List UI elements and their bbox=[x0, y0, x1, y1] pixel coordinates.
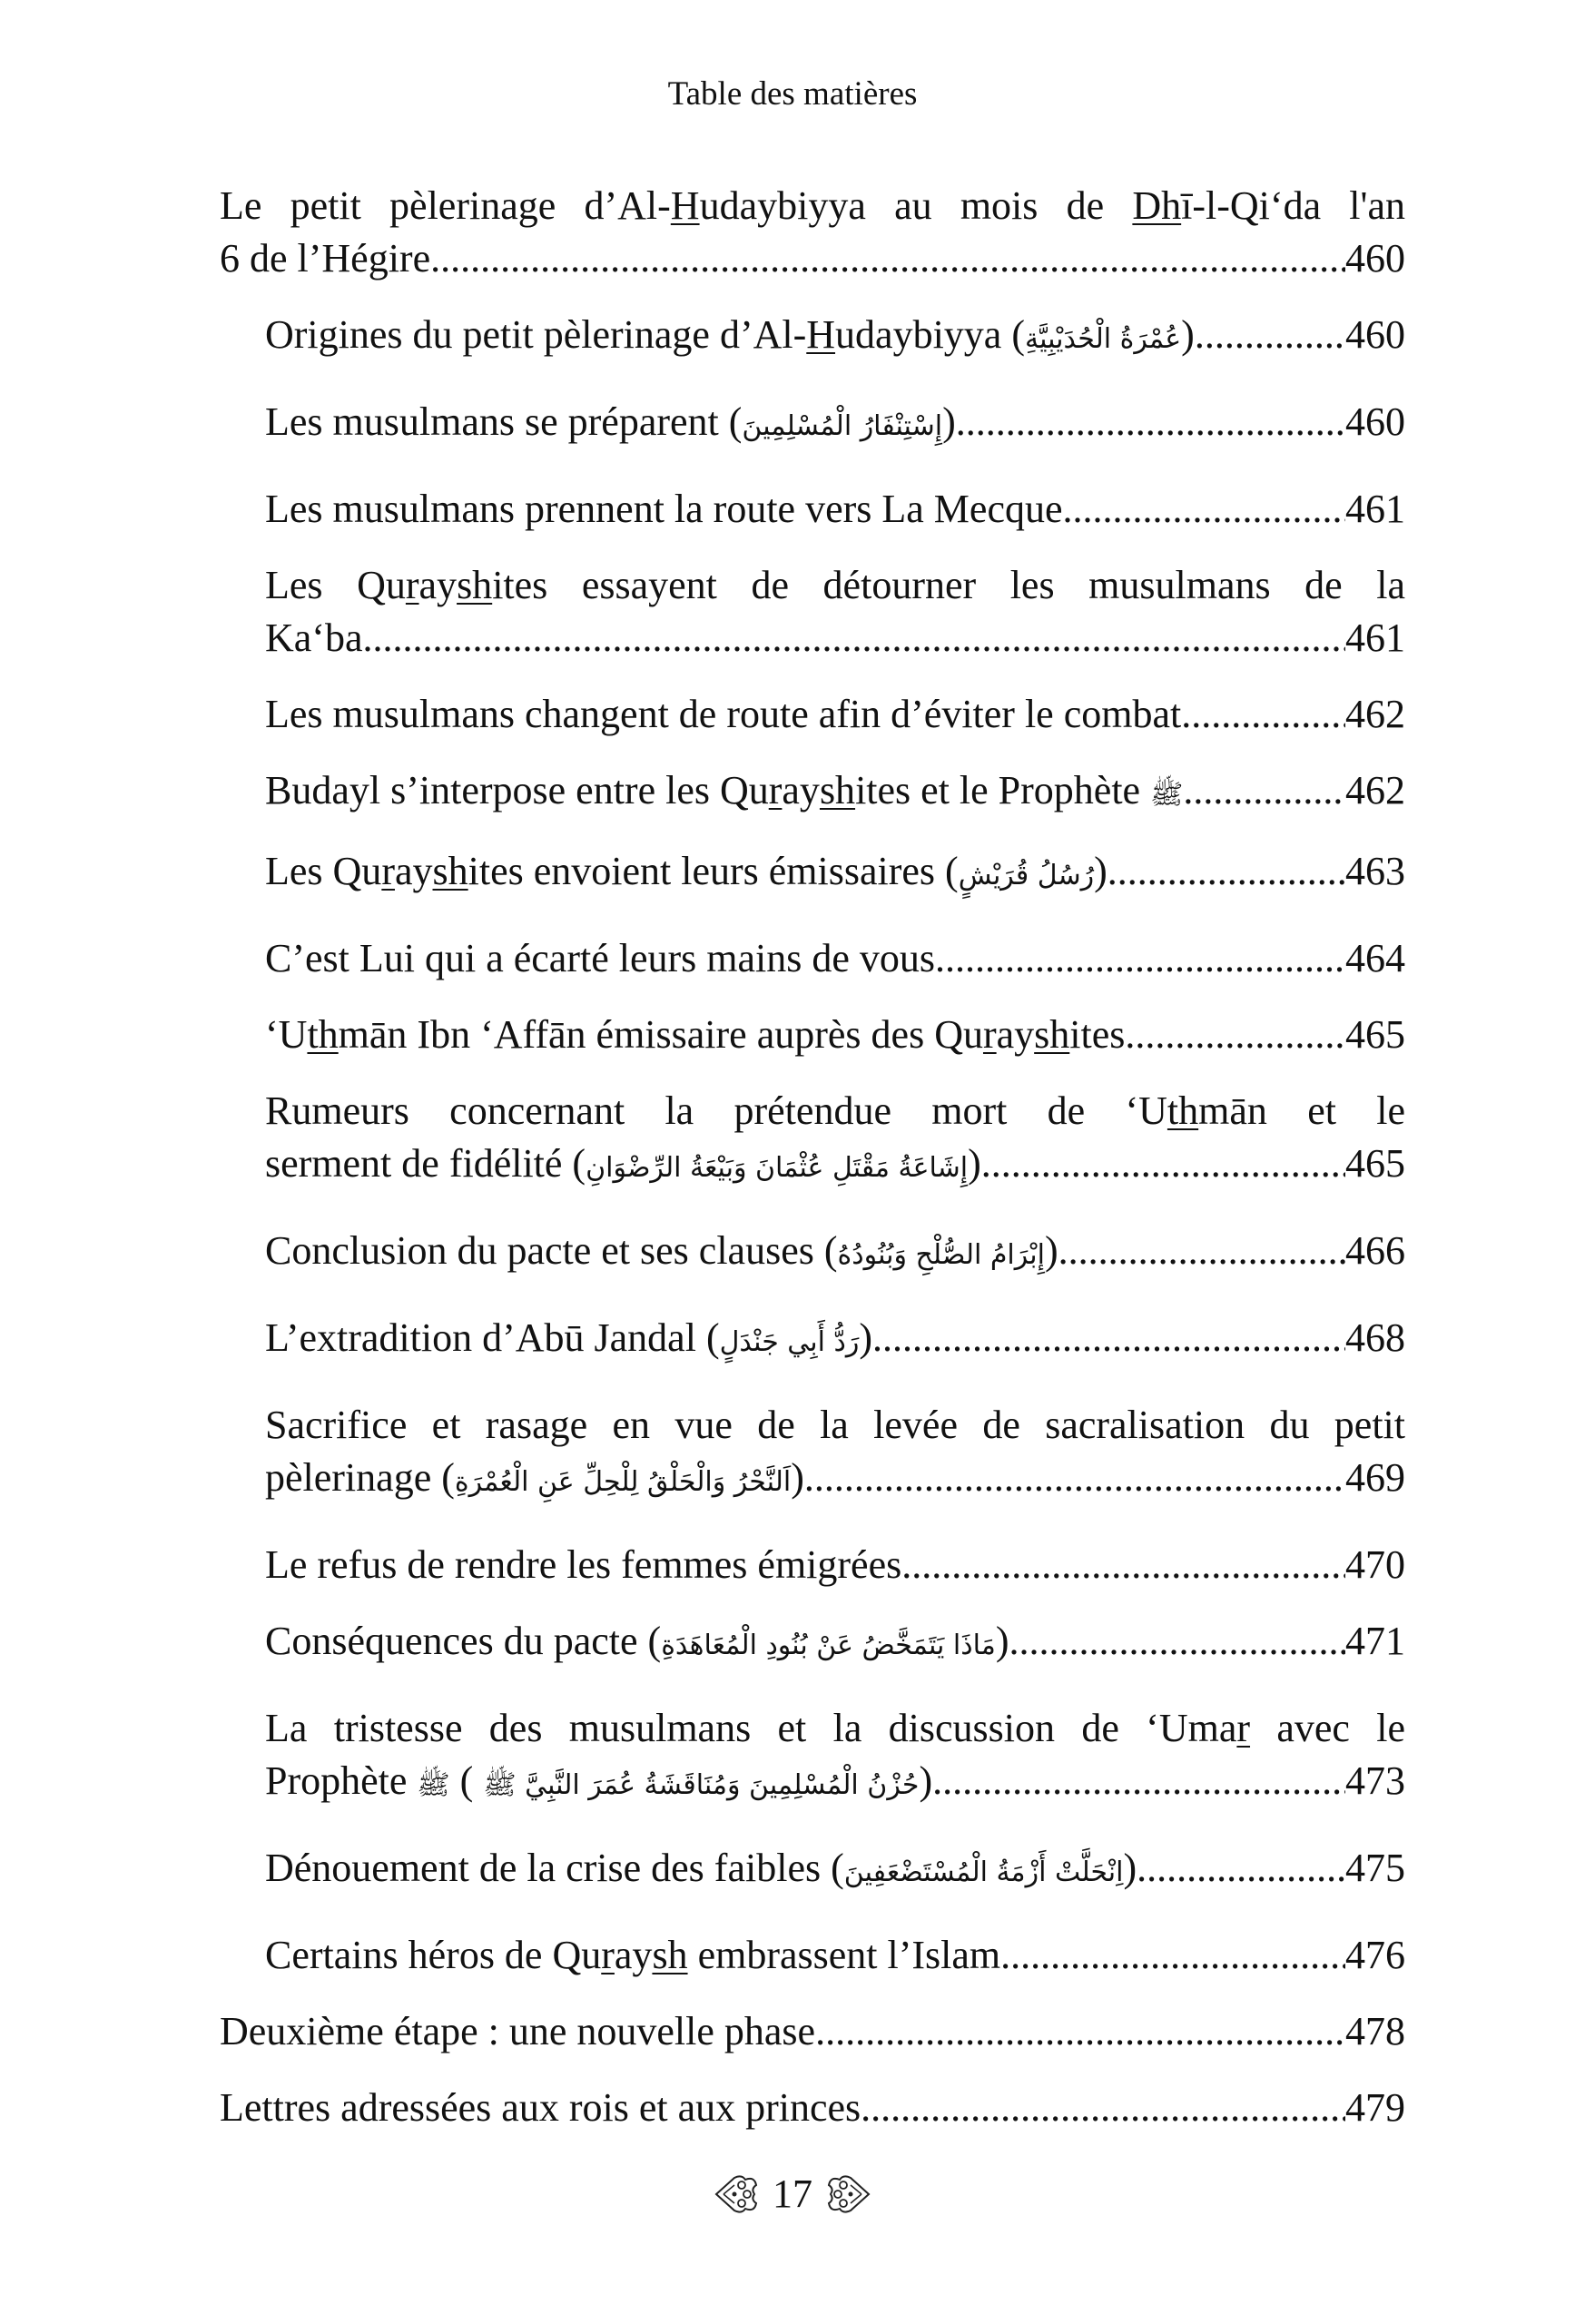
toc-entry-title-line-1: Rumeurs concernant la prétendue mort de ‘Uthmān et le bbox=[265, 1088, 1405, 1133]
dot-leader bbox=[815, 2005, 1345, 2058]
toc-entry-title: Les Qurayshites envoient leurs émissaires (رُسُلُ قُرَيْشٍ) bbox=[265, 849, 1108, 893]
dot-leader bbox=[956, 396, 1345, 448]
dot-leader bbox=[1000, 1929, 1345, 1982]
toc-page-number: 464 bbox=[1345, 936, 1405, 980]
arabic-title: مَاذَا يَتَمَخَّضُ عَنْ بُنُودِ الْمُعَاهَدَةِ bbox=[661, 1630, 996, 1661]
dot-leader bbox=[1181, 688, 1345, 741]
toc-page-number: 461 bbox=[1345, 487, 1405, 531]
ornament-icon bbox=[825, 2172, 871, 2216]
dot-leader bbox=[872, 1312, 1345, 1364]
table-of-contents bbox=[220, 180, 1405, 2134]
dot-leader bbox=[1137, 1842, 1345, 1895]
toc-entry[interactable] bbox=[265, 845, 1405, 902]
running-header-title: Table des matières bbox=[667, 75, 918, 113]
toc-entry-title: Deuxième étape : une nouvelle phase bbox=[220, 2009, 816, 2053]
page-footer bbox=[0, 2171, 1585, 2217]
toc-page-number: 462 bbox=[1345, 768, 1405, 812]
arabic-title: اَلنَّحْرُ وَالْحَلْقُ لِلْحِلِّ عَنِ الْعُمْرَةِ bbox=[454, 1466, 792, 1498]
toc-entry[interactable] bbox=[265, 483, 1405, 536]
toc-entry-title-line-1: Le petit pèlerinage d’Al-Hudaybiyya au mois de Dhī-l-Qi‘da l'an bbox=[220, 183, 1405, 228]
toc-entry[interactable] bbox=[265, 932, 1405, 985]
toc-entry[interactable] bbox=[265, 688, 1405, 741]
toc-page-number: 476 bbox=[1345, 1933, 1405, 1977]
dot-leader bbox=[935, 932, 1345, 985]
toc-entry-title: Le refus de rendre les femmes émigrées bbox=[265, 1542, 902, 1587]
toc-entry[interactable] bbox=[220, 2082, 1405, 2134]
dot-leader bbox=[804, 1452, 1345, 1504]
toc-entry-title: Les musulmans prennent la route vers La Mecque bbox=[265, 487, 1063, 531]
toc-entry-title-line-1: Les Qurayshites essayent de détourner les musulmans de la bbox=[265, 563, 1405, 607]
toc-page-number: 470 bbox=[1345, 1542, 1405, 1587]
dot-leader bbox=[861, 2082, 1345, 2134]
dot-leader bbox=[1183, 764, 1345, 817]
toc-page-number: 471 bbox=[1345, 1619, 1405, 1663]
toc-entry[interactable] bbox=[265, 764, 1405, 822]
toc-entry-title: Les musulmans changent de route afin d’éviter le combat bbox=[265, 692, 1182, 736]
toc-page-number: 461 bbox=[1345, 615, 1405, 660]
toc-page-number: 460 bbox=[1345, 312, 1405, 357]
toc-page-number: 475 bbox=[1345, 1846, 1405, 1890]
toc-entry-title-line-2: Prophète ﷺ ( حُزْنُ الْمُسْلِمِينَ وَمُنَاقَشَةُ عُمَرَ النَّبِيَّ ﷺ) bbox=[265, 1758, 933, 1803]
toc-entry-title: Dénouement de la crise des faibles (اِنْحَلَّتْ أَزْمَةُ الْمُسْتَضْعَفِينَ) bbox=[265, 1846, 1137, 1890]
salawat-icon: ﷺ bbox=[417, 1769, 450, 1801]
toc-entry-title: Origines du petit pèlerinage d’Al-Hudaybiyya (عُمْرَةُ الْحُدَيْبِيَّةِ) bbox=[265, 312, 1195, 357]
toc-page-number: 473 bbox=[1345, 1758, 1405, 1803]
dot-leader bbox=[1108, 845, 1345, 898]
dot-leader bbox=[1058, 1225, 1345, 1277]
dot-leader bbox=[981, 1137, 1345, 1190]
toc-entry[interactable] bbox=[265, 1615, 1405, 1672]
arabic-title: إِبْرَامُ الصُّلْحِ وَبُنُودُهُ bbox=[837, 1239, 1045, 1271]
arabic-title: حُزْنُ الْمُسْلِمِينَ وَمُنَاقَشَةُ عُمَرَ النَّبِيَّ ﷺ bbox=[483, 1769, 920, 1801]
arabic-title: إِشَاعَةُ مَقْتَلِ عُثْمَانَ وَبَيْعَةُ الرِّضْوَانِ bbox=[586, 1152, 969, 1184]
dot-leader bbox=[901, 1539, 1345, 1591]
toc-entry-title: Conséquences du pacte (مَاذَا يَتَمَخَّضُ عَنْ بُنُودِ الْمُعَاهَدَةِ) bbox=[265, 1619, 1009, 1663]
toc-entry-title-line-1: La tristesse des musulmans et la discussion de ‘Umar avec le bbox=[265, 1706, 1406, 1750]
toc-entry[interactable] bbox=[265, 1842, 1405, 1899]
toc-entry-title: ‘Uthmān Ibn ‘Affān émissaire auprès des Qurayshites bbox=[265, 1012, 1126, 1057]
toc-page-number: 478 bbox=[1345, 2009, 1405, 2053]
toc-entry[interactable] bbox=[265, 1085, 1405, 1195]
toc-entry-title: C’est Lui qui a écarté leurs mains de vous bbox=[265, 936, 936, 980]
toc-entry[interactable] bbox=[265, 1312, 1405, 1369]
toc-page-number: 460 bbox=[1345, 399, 1405, 444]
toc-entry-title: Budayl s’interpose entre les Qurayshites et le Prophète ﷺ bbox=[265, 768, 1184, 812]
toc-entry-title-line-2: Ka‘ba bbox=[265, 615, 363, 660]
arabic-title: رَدُّ أَبِي جَنْدَلٍ bbox=[719, 1326, 860, 1358]
page-number: 17 bbox=[773, 2171, 812, 2216]
toc-entry[interactable] bbox=[265, 1009, 1405, 1061]
toc-page-number: 465 bbox=[1345, 1141, 1405, 1186]
toc-entry-title: Conclusion du pacte et ses clauses (إِبْرَامُ الصُّلْحِ وَبُنُودُهُ) bbox=[265, 1228, 1058, 1273]
dot-leader bbox=[430, 232, 1345, 285]
arabic-title: اِنْحَلَّتْ أَزْمَةُ الْمُسْتَضْعَفِينَ bbox=[843, 1856, 1124, 1888]
toc-page-number: 468 bbox=[1345, 1315, 1405, 1360]
toc-page-number: 469 bbox=[1345, 1455, 1405, 1500]
toc-page-number: 465 bbox=[1345, 1012, 1405, 1057]
toc-entry-title: Les musulmans se préparent (إِسْتِنْفَارُ الْمُسْلِمِينَ) bbox=[265, 399, 956, 444]
toc-entry[interactable] bbox=[265, 1929, 1405, 1982]
toc-page-number: 462 bbox=[1345, 692, 1405, 736]
dot-leader bbox=[1063, 483, 1346, 536]
dot-leader bbox=[1125, 1009, 1345, 1061]
toc-entry[interactable] bbox=[265, 1539, 1405, 1591]
toc-entry[interactable] bbox=[265, 309, 1405, 366]
dot-leader bbox=[932, 1755, 1345, 1807]
toc-entry-title: L’extradition d’Abū Jandal (رَدُّ أَبِي جَنْدَلٍ) bbox=[265, 1315, 872, 1360]
toc-entry[interactable] bbox=[265, 1225, 1405, 1282]
toc-page-number: 466 bbox=[1345, 1228, 1405, 1273]
toc-page-number: 460 bbox=[1345, 236, 1405, 281]
arabic-title: إِسْتِنْفَارُ الْمُسْلِمِينَ bbox=[742, 410, 943, 442]
toc-entry-title-line-1: Sacrifice et rasage en vue de la levée de sacralisation du petit bbox=[265, 1403, 1405, 1447]
toc-page-number: 463 bbox=[1345, 849, 1405, 893]
arabic-title: رُسُلُ قُرَيْشٍ bbox=[958, 860, 1095, 891]
toc-entry[interactable] bbox=[265, 559, 1405, 665]
toc-entry-title-line-2: pèlerinage (اَلنَّحْرُ وَالْحَلْقُ لِلْحِلِّ عَنِ الْعُمْرَةِ) bbox=[265, 1455, 804, 1500]
toc-page-number: 479 bbox=[1345, 2085, 1405, 2130]
dot-leader bbox=[1195, 309, 1345, 361]
toc-entry[interactable] bbox=[220, 2005, 1405, 2058]
toc-entry-title: Certains héros de Quraysh embrassent l’Islam bbox=[265, 1933, 1001, 1977]
toc-entry[interactable] bbox=[220, 180, 1405, 285]
toc-entry[interactable] bbox=[265, 396, 1405, 453]
dot-leader bbox=[1009, 1615, 1345, 1668]
ornament-icon bbox=[714, 2172, 760, 2216]
arabic-title: عُمْرَةُ الْحُدَيْبِيَّةِ bbox=[1024, 323, 1182, 355]
toc-entry[interactable] bbox=[265, 1399, 1405, 1509]
salawat-icon: ﷺ bbox=[1150, 779, 1184, 811]
dot-leader bbox=[363, 612, 1346, 665]
toc-entry-title-line-2: 6 de l’Hégire bbox=[220, 236, 431, 281]
toc-entry-title: Lettres adressées aux rois et aux princes bbox=[220, 2085, 861, 2130]
toc-entry-title-line-2: serment de fidélité (إِشَاعَةُ مَقْتَلِ عُثْمَانَ وَبَيْعَةُ الرِّضْوَانِ) bbox=[265, 1141, 981, 1186]
toc-entry[interactable] bbox=[265, 1702, 1405, 1812]
